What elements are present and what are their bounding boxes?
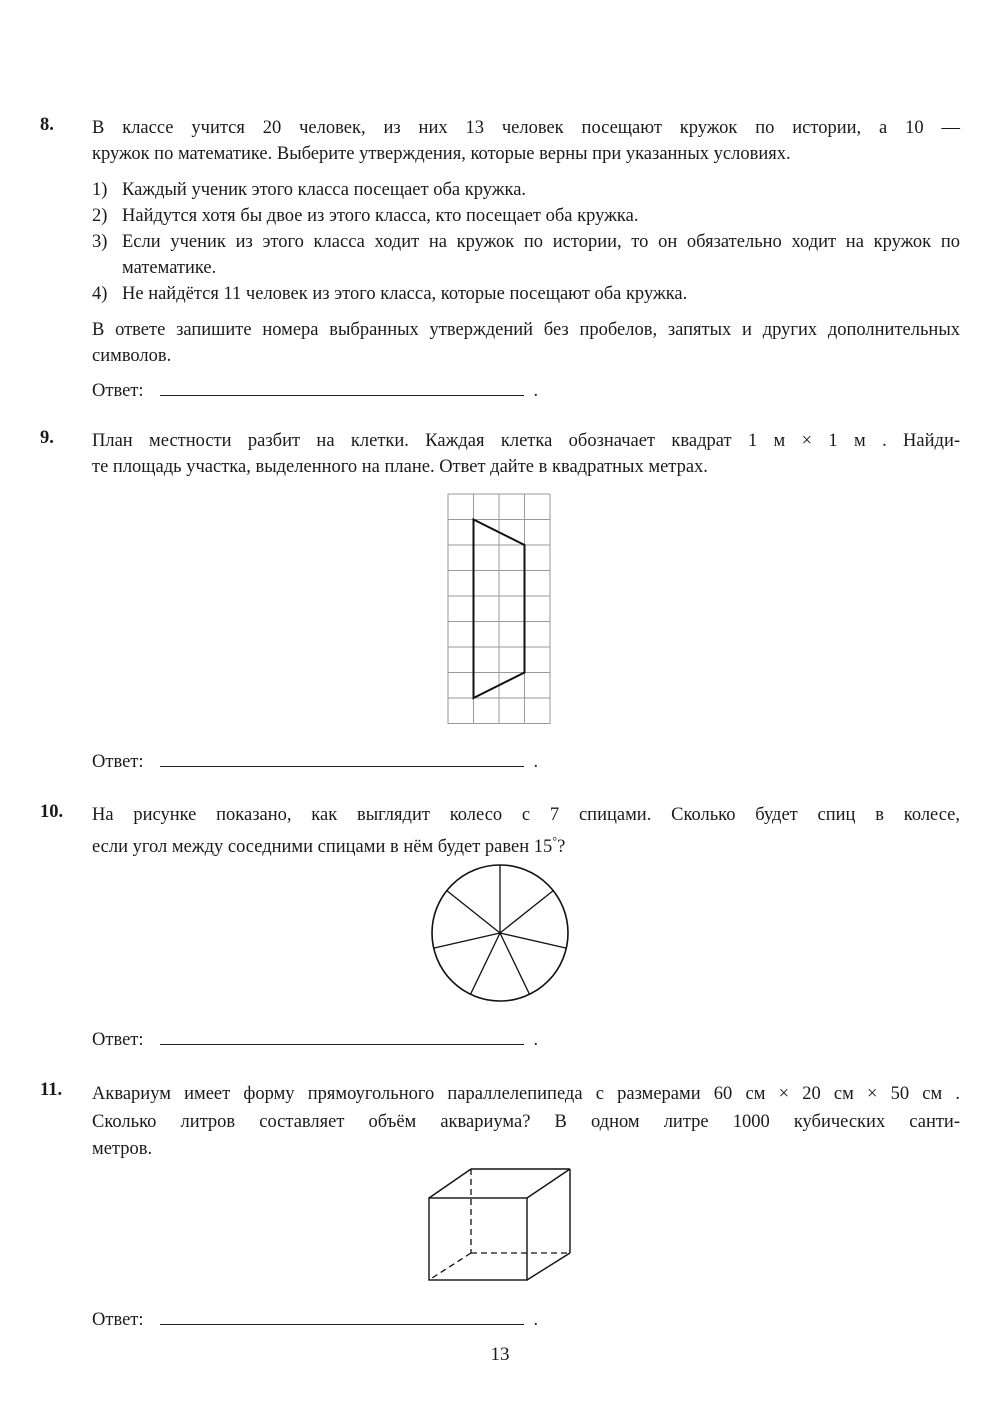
problem-text: Аквариум имеет форму прямоугольного параллелепипеда с размерами 60 см × 20 см × 50 см .	[92, 1084, 960, 1104]
answer-end: .	[533, 1310, 539, 1330]
option-text: Найдутся хотя бы двое из этого класса, кто посещает оба кружка.	[122, 206, 639, 226]
page-number: 13	[490, 1344, 510, 1365]
option-index: 2)	[92, 206, 108, 226]
cube-visible-edges	[429, 1169, 570, 1280]
problem-text: те площадь участка, выделенного на плане. Ответ дайте в квадратных метрах.	[92, 457, 708, 477]
wheel-figure	[425, 860, 575, 1010]
problem-number: 8.	[40, 115, 54, 135]
problem-text: План местности разбит на клетки. Каждая клетка обозначает квадрат 1 м × 1 м . Найди-	[92, 431, 960, 451]
answer-row	[92, 1024, 538, 1051]
answer-label: Ответ:	[92, 1310, 144, 1330]
answer-label: Ответ:	[92, 381, 144, 401]
problem-text-part: ?	[557, 837, 566, 858]
problem-text: метров.	[92, 1139, 153, 1159]
option-text: Не найдётся 11 человек из этого класса, которые посещают оба кружка.	[122, 284, 688, 304]
option-item	[92, 229, 960, 281]
answer-row	[92, 1304, 538, 1331]
problem-text-part: если угол между соседними спицами в нём будет равен 15	[92, 837, 553, 858]
options-list	[92, 177, 960, 307]
answer-end: .	[533, 381, 539, 401]
option-index: 1)	[92, 180, 108, 200]
answer-instructions: В ответе запишите номера выбранных утверждений без пробелов, запятых и других дополнительных символов.	[92, 320, 960, 366]
answer-row	[92, 746, 538, 773]
degree-sign: °	[552, 834, 558, 848]
answer-end: .	[533, 752, 539, 772]
option-item	[92, 281, 960, 307]
option-index: 3)	[92, 232, 108, 252]
problem-body	[92, 802, 960, 860]
option-index: 4)	[92, 284, 108, 304]
problem-text: Сколько литров составляет объём аквариума? В одном литре 1000 кубических санти-	[92, 1112, 960, 1132]
answer-field[interactable]	[160, 1304, 524, 1325]
answer-field[interactable]	[160, 375, 524, 396]
option-item	[92, 177, 960, 203]
answer-label: Ответ:	[92, 1030, 144, 1050]
answer-end: .	[533, 1030, 539, 1050]
problem-number: 9.	[40, 428, 54, 448]
answer-field[interactable]	[160, 1024, 524, 1045]
cube-hidden-edges	[429, 1169, 570, 1280]
problem-body	[92, 115, 960, 369]
problem-text	[92, 828, 960, 860]
problem-body	[92, 1080, 960, 1162]
problem-number: 11.	[40, 1080, 63, 1100]
option-text: Если ученик из этого класса ходит на кружок по истории, то он обязательно ходит на кружок по математике.	[122, 232, 960, 278]
grid-lines	[448, 494, 550, 724]
problem-text: На рисунке показано, как выглядит колесо с 7 спицами. Сколько будет спиц в колесе,	[92, 805, 960, 825]
answer-row	[92, 375, 538, 402]
problem-text: кружок по математике. Выберите утверждения, которые верны при указанных условиях.	[92, 144, 791, 164]
cube-figure	[420, 1162, 580, 1287]
problem-body	[92, 428, 960, 480]
problem-number: 10.	[40, 802, 64, 822]
option-text: Каждый ученик этого класса посещает оба кружка.	[122, 180, 527, 200]
problem-text: В классе учится 20 человек, из них 13 человек посещают кружок по истории, а 10 —	[92, 118, 960, 138]
grid-plan-figure	[440, 490, 560, 730]
answer-field[interactable]	[160, 746, 524, 767]
answer-label: Ответ:	[92, 752, 144, 772]
option-item	[92, 203, 960, 229]
